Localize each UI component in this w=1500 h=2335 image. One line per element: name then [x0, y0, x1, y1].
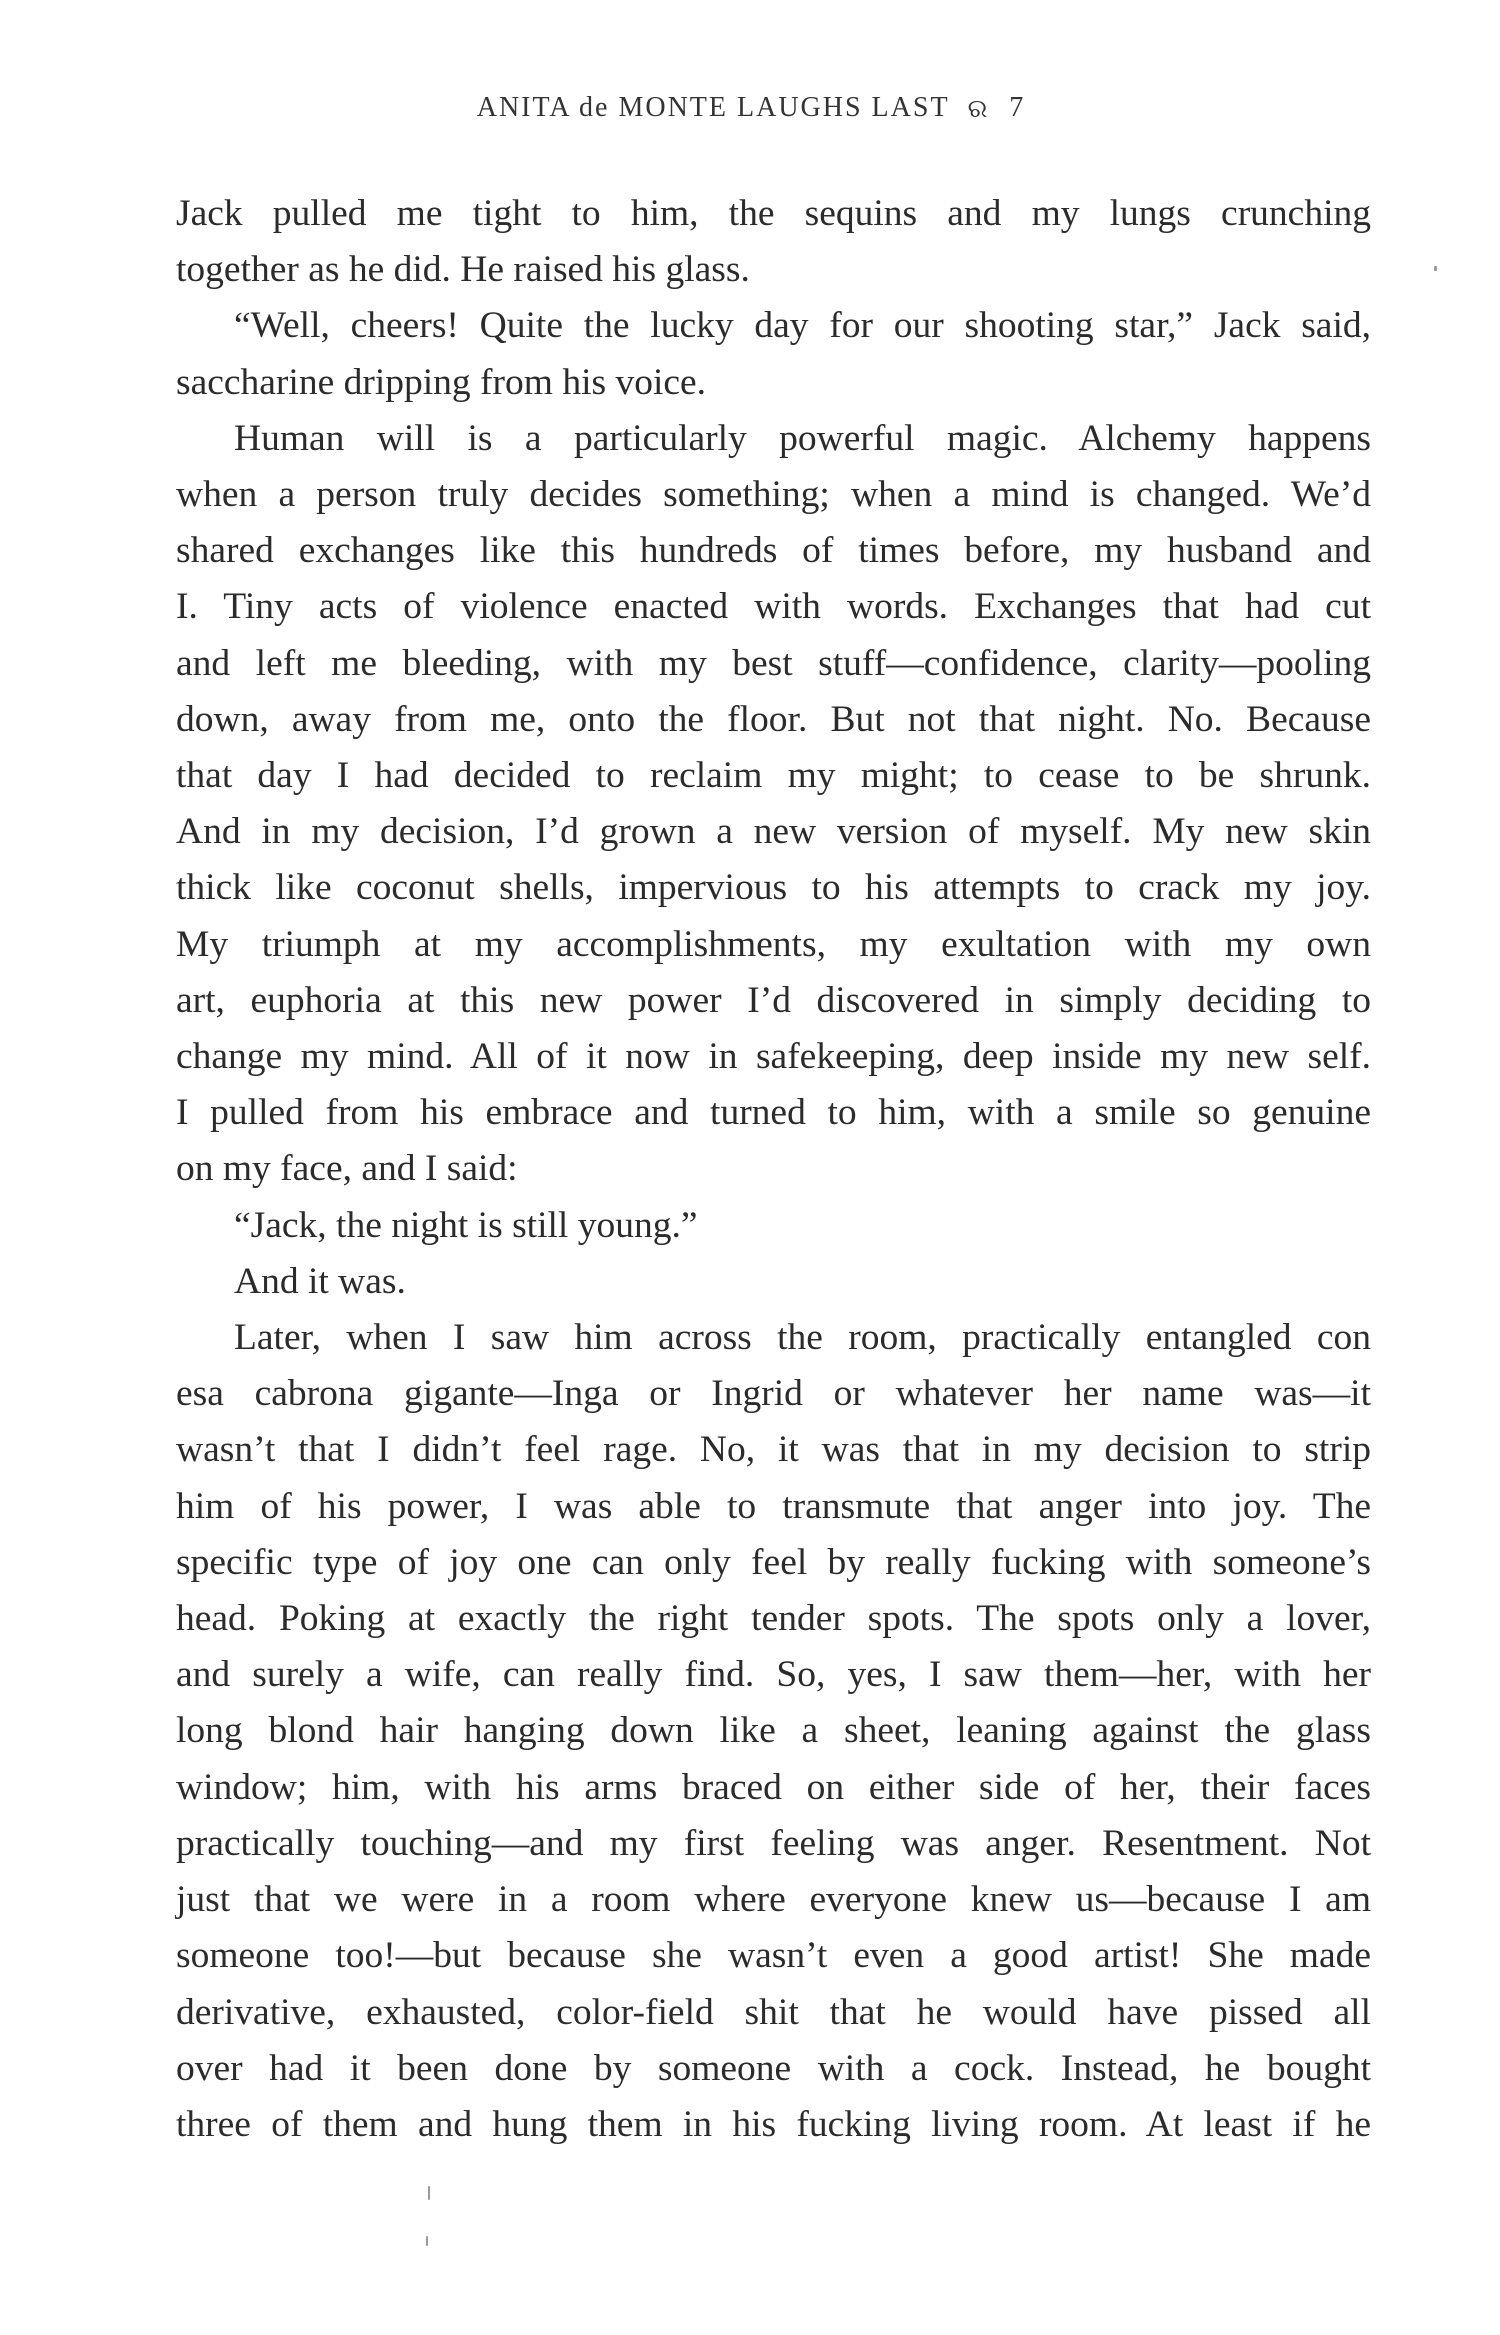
text-line: just that we were in a room where everyone knew us—because I am	[176, 1879, 1371, 1921]
paragraph	[176, 186, 1371, 298]
paragraph	[176, 1310, 1371, 2153]
text-line: practically touching—and my first feeling was anger. Resentment. Not	[176, 1822, 1371, 1864]
scan-speck	[428, 2186, 430, 2200]
text-line: shared exchanges like this hundreds of times before, my husband and	[176, 530, 1371, 572]
text-line: when a person truly decides something; when a mind is changed. We’d	[176, 474, 1371, 516]
body-text	[176, 186, 1371, 2153]
text-line: I. Tiny acts of violence enacted with words. Exchanges that had cut	[176, 586, 1371, 628]
text-line: derivative, exhausted, color-field shit that he would have pissed all	[176, 1991, 1371, 2033]
scan-speck	[426, 2236, 428, 2246]
text-line: I pulled from his embrace and turned to him, with a smile so genuine	[176, 1092, 1371, 1134]
text-line: art, euphoria at this new power I’d discovered in simply deciding to	[176, 979, 1371, 1021]
text-line: together as he did. He raised his glass.	[176, 249, 750, 291]
text-line: on my face, and I said:	[176, 1148, 518, 1190]
text-line: that day I had decided to reclaim my might; to cease to be shrunk.	[176, 755, 1371, 797]
page-number: 7	[1009, 92, 1024, 123]
text-line: change my mind. All of it now in safekeeping, deep inside my new self.	[176, 1036, 1371, 1078]
text-line: Jack pulled me tight to him, the sequins and my lungs crunching	[176, 193, 1371, 234]
text-line: thick like coconut shells, impervious to his attempts to crack my joy.	[176, 867, 1371, 909]
text-line: down, away from me, onto the floor. But not that night. No. Because	[176, 698, 1371, 740]
text-line: Human will is a particularly powerful magic. Alchemy happens	[234, 417, 1371, 459]
paragraph	[176, 1198, 1371, 1254]
text-line: and left me bleeding, with my best stuff—confidence, clarity—pooling	[176, 642, 1371, 684]
text-line: “Well, cheers! Quite the lucky day for our shooting star,” Jack said,	[234, 305, 1371, 347]
text-line: long blond hair hanging down like a sheet, leaning against the glass	[176, 1710, 1371, 1752]
paragraph	[176, 298, 1371, 410]
scan-speck	[1434, 266, 1437, 271]
text-line: him of his power, I was able to transmute that anger into joy. The	[176, 1485, 1371, 1527]
text-line: window; him, with his arms braced on either side of her, their faces	[176, 1766, 1371, 1808]
running-title: ANITA de MONTE LAUGHS LAST	[476, 92, 950, 123]
scroll-ornament-icon: ର	[967, 94, 988, 124]
text-line: And in my decision, I’d grown a new version of myself. My new skin	[176, 811, 1371, 853]
text-line: someone too!—but because she wasn’t even a good artist! She made	[176, 1935, 1371, 1977]
text-line: and surely a wife, can really find. So, yes, I saw them—her, with her	[176, 1654, 1371, 1696]
text-line: wasn’t that I didn’t feel rage. No, it was that in my decision to strip	[176, 1429, 1371, 1471]
text-line: “Jack, the night is still young.”	[234, 1204, 698, 1246]
text-line: three of them and hung them in his fucking living room. At least if he	[176, 2103, 1371, 2145]
paragraph	[176, 411, 1371, 1198]
text-line: esa cabrona gigante—Inga or Ingrid or whatever her name was—it	[176, 1373, 1371, 1415]
text-line: over had it been done by someone with a cock. Instead, he bought	[176, 2047, 1371, 2089]
running-head	[0, 92, 1500, 125]
paragraph	[176, 1254, 1371, 1310]
text-line: head. Poking at exactly the right tender spots. The spots only a lover,	[176, 1598, 1371, 1640]
text-line: And it was.	[234, 1260, 406, 1302]
text-line: My triumph at my accomplishments, my exultation with my own	[176, 923, 1371, 965]
text-line: Later, when I saw him across the room, practically entangled con	[234, 1317, 1371, 1359]
text-line: saccharine dripping from his voice.	[176, 361, 707, 403]
text-line: specific type of joy one can only feel by really fucking with someone’s	[176, 1541, 1371, 1583]
